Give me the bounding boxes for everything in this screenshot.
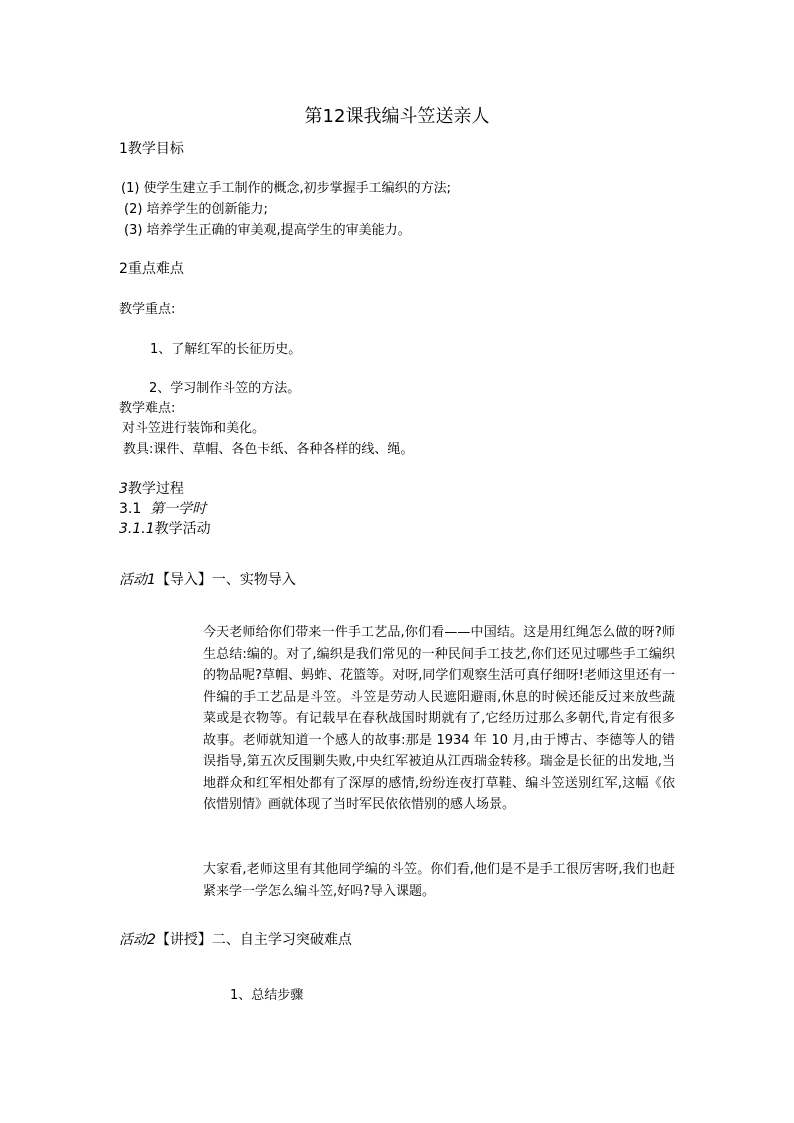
- process-heading: [119, 482, 184, 496]
- teaching-activity-number: 3.1.1: [119, 521, 155, 537]
- process-heading-number: 3: [119, 481, 128, 497]
- activity1-paragraph-2: 大家看,老师这里有其他同学编的斗笠。你们看,他们是不是手工很厉害呀,我们也赶紧来学一学怎么编斗笠,好吗?导入课题。: [203, 862, 675, 899]
- objective-item-1: (1) 使学生建立手工制作的概念,初步掌握手工编织的方法;: [121, 181, 452, 196]
- activity1-heading: [119, 573, 296, 587]
- activity2-tag: 【讲授】: [155, 932, 212, 948]
- difficulty-text: 对斗笠进行装饰和美化。: [122, 421, 266, 436]
- first-lesson-heading: [119, 502, 206, 516]
- objective-item-3: (3) 培养学生正确的审美观,提高学生的审美能力。: [124, 223, 411, 238]
- activity1-paragraph-1: 今天老师给你们带来一件手工艺品,你们看——中国结。这是用红绳怎么做的呀?师生总结:编的。对了,编织是我们常见的一种民间手工技艺,你们还见过哪些手工编织的物品呢?草帽、蚂蚱、花篮等。对呀,同学们观察生活可真仔细呀!老师这里还有一件编的手工艺品是斗笠。斗笠是劳动人民遮阳避雨,休息的时候还能反过来放些蔬菜或是衣物等。有记载早在春秋战国时期就有了,它经历过那么多朝代,肯定有很多故事。老师就知道一个感人的故事:那是 1934 年 10 月,由于博古、李德等人的错误指导,第五次反围剿失败,中央红军被迫从江西瑞金转移。瑞金是长征的出发地,当地群众和红军相处都有了深厚的感情,纷纷连夜打草鞋、编斗笠送别红军,这幅《依依惜别情》画就体现了当时军民依依惜别的感人场景。: [203, 625, 675, 812]
- teaching-tools: 教具:课件、草帽、各色卡纸、各种各样的线、绳。: [123, 442, 414, 457]
- objective-item-2: (2) 培养学生的创新能力;: [124, 202, 268, 217]
- difficulty-label: 教学难点:: [119, 401, 176, 416]
- key-difficult-heading: 2重点难点: [119, 261, 184, 277]
- objectives-heading: 1教学目标: [119, 141, 184, 157]
- page-title: 第12课我编斗笠送亲人: [304, 106, 490, 127]
- activity2-label: 活动2: [119, 932, 156, 948]
- teaching-activity-heading: [119, 522, 211, 536]
- activity1-title: 一、实物导入: [211, 572, 296, 588]
- process-heading-text: 教学过程: [127, 481, 184, 497]
- key-point-1: 1、了解红军的长征历史。: [150, 342, 302, 357]
- key-points-label: 教学重点:: [119, 302, 176, 317]
- first-lesson-number: 3.1: [119, 501, 142, 517]
- activity2-title: 二、自主学习突破难点: [211, 932, 352, 948]
- activity1-tag: 【导入】: [155, 572, 212, 588]
- first-lesson-text: 第一学时: [150, 501, 207, 517]
- activity2-heading: [119, 933, 352, 947]
- summary-step: 1、总结步骤: [230, 988, 304, 1003]
- activity1-label: 活动1: [119, 572, 156, 588]
- teaching-activity-text: 教学活动: [154, 521, 211, 537]
- key-point-2: 2、学习制作斗笠的方法。: [149, 381, 301, 396]
